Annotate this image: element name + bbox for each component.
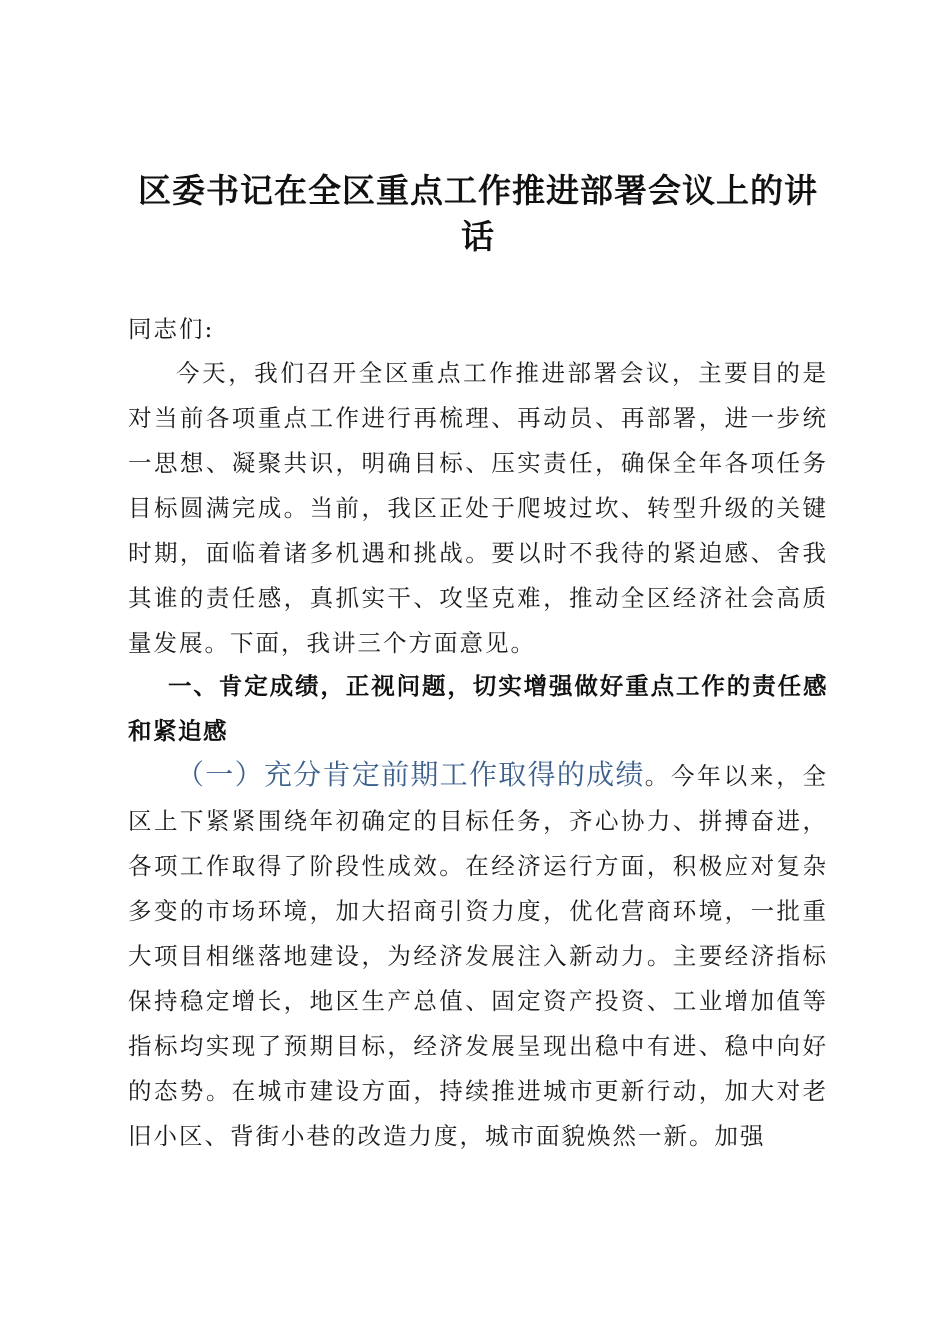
document-title: 区委书记在全区重点工作推进部署会议上的讲话 [138,171,818,256]
section-heading: 一、肯定成绩，正视问题，切实增强做好重点工作的责任感和紧迫感 [128,672,828,745]
subsection-paragraph [128,752,828,1159]
greeting: 同志们: [128,315,215,343]
intro-paragraph: 今天，我们召开全区重点工作推进部署会议，主要目的是对当前各项重点工作进行再梳理、再动员、再部署，进一步统一思想、凝聚共识，明确目标、压实责任，确保全年各项任务目标圆满完成。当前，我区正处于爬坡过坎、转型升级的关键时期，面临着诸多机遇和挑战。要以时不我待的紧迫感、舍我其谁的责任感，真抓实干、攻坚克难，推动全区经济社会高质量发展。下面，我讲三个方面意见。 [128,359,828,657]
subsection-text: 。今年以来，全区上下紧紧围绕年初确定的目标任务，齐心协力、拼搏奋进，各项工作取得了阶段性成效。在经济运行方面，积极应对复杂多变的市场环境，加大招商引资力度，优化营商环境，一批重大项目相继落地建设，为经济发展注入新动力。主要经济指标保持稳定增长，地区生产总值、固定资产投资、工业增加值等指标均实现了预期目标，经济发展呈现出稳中有进、稳中向好的态势。在城市建设方面，持续推进城市更新行动，加大对老旧小区、背街小巷的改造力度，城市面貌焕然一新。加强 [128,762,828,1150]
subsection-heading: （一）充分肯定前期工作取得的成绩 [176,758,645,791]
